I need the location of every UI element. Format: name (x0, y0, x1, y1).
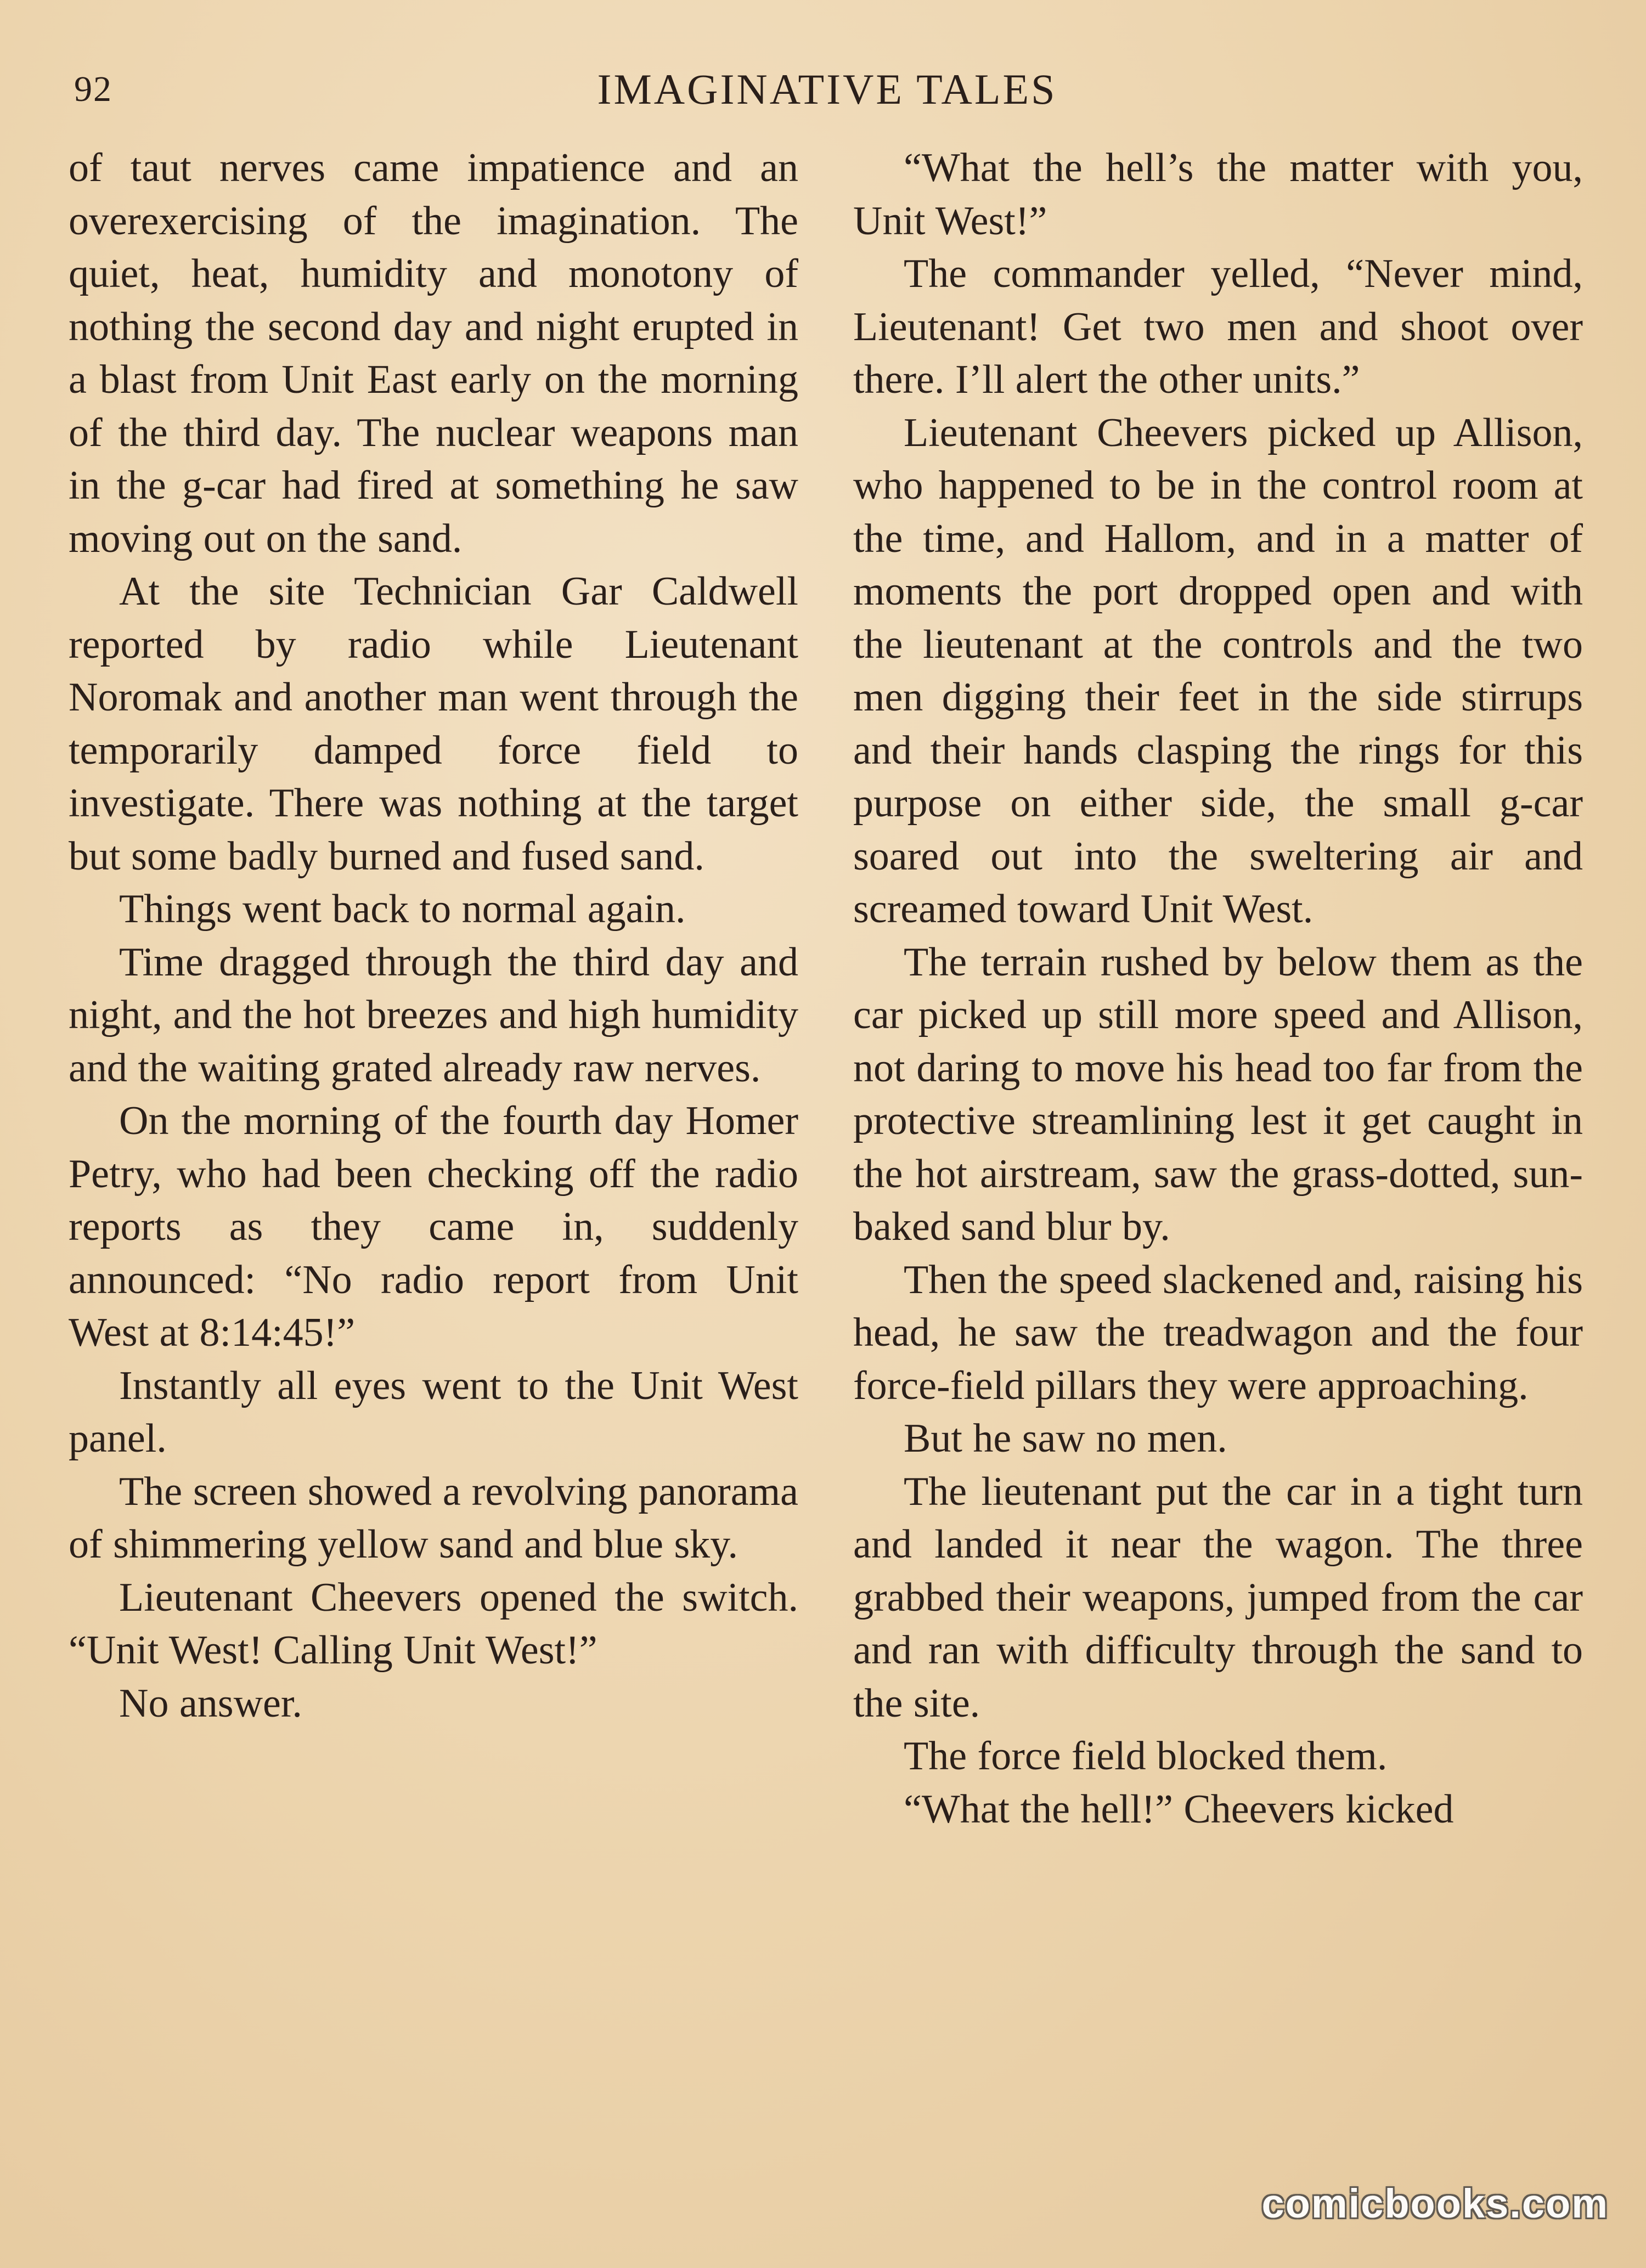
watermark: comicbooks.com (1261, 2181, 1609, 2226)
paragraph: At the site Technician Gar Caldwell reported by radio while Lieutenant Noromak and another man went through the temporarily damped force field to investigate. There was nothing at the target but some badly burned and fused sand. (69, 569, 798, 879)
paragraph: Things went back to normal again. (119, 887, 686, 932)
right-column (853, 142, 1583, 1836)
paragraph: of taut nerves came impatience and an overexercising of the imagination. The quiet, heat, humidity and monotony of nothing the second day and night erupted in a blast from Unit East early on the morning of the third day. The nuclear weapons man in the g-car had fired at something he saw moving out on the sand. (69, 145, 798, 561)
paragraph: On the morning of the fourth day Homer Petry, who had been checking off the radio reports as they came in, suddenly announced: “No radio report from Unit West at 8:14:45!” (69, 1098, 798, 1355)
paragraph: Then the speed slackened and, raising his head, he saw the treadwagon and the four force-field pillars they were approaching. (853, 1257, 1583, 1408)
paragraph: The lieutenant put the car in a tight turn and landed it near the wagon. The three grabbed their weapons, jumped from the car and ran with difficulty through the sand to the site. (853, 1469, 1583, 1726)
paragraph: But he saw no men. (904, 1416, 1227, 1461)
running-title: IMAGINATIVE TALES (597, 65, 1057, 113)
paragraph: “What the hell’s the matter with you, Unit West!” (853, 145, 1583, 244)
paragraph: Instantly all eyes went to the Unit West panel. (69, 1363, 798, 1461)
left-column (69, 142, 798, 1730)
paragraph: Time dragged through the third day and night, and the hot breezes and high humidity and the waiting grated already raw nerves. (69, 939, 798, 1091)
page-number: 92 (74, 69, 112, 109)
paragraph: No answer. (119, 1680, 302, 1726)
paragraph: The terrain rushed by below them as the car picked up still more speed and Allison, not daring to move his head too far from the protective streamlining lest it get caught in the hot airstream, saw the grass-dotted, sun-baked sand blur by. (853, 939, 1583, 1249)
paragraph: Lieutenant Cheevers picked up Allison, who happened to be in the control room at the time, and Hallom, and in a matter of moments the port dropped open and with the lieutenant at the controls and the two men digging their feet in the side stirrups and their hands clasping the rings for this purpose on either side, the small g-car soared out into the sweltering air and screamed toward Unit West. (853, 410, 1583, 932)
paragraph: Lieutenant Cheevers opened the switch. “Unit West! Calling Unit West!” (69, 1575, 798, 1673)
page-header (74, 59, 1580, 120)
paragraph: “What the hell!” Cheevers kicked (904, 1786, 1454, 1832)
paragraph: The force field blocked them. (904, 1734, 1388, 1779)
paragraph: The commander yelled, “Never mind, Lieutenant! Get two men and shoot over there. I’ll alert the other units.” (853, 251, 1583, 402)
paragraph: The screen showed a revolving panorama of shimmering yellow sand and blue sky. (69, 1469, 798, 1567)
